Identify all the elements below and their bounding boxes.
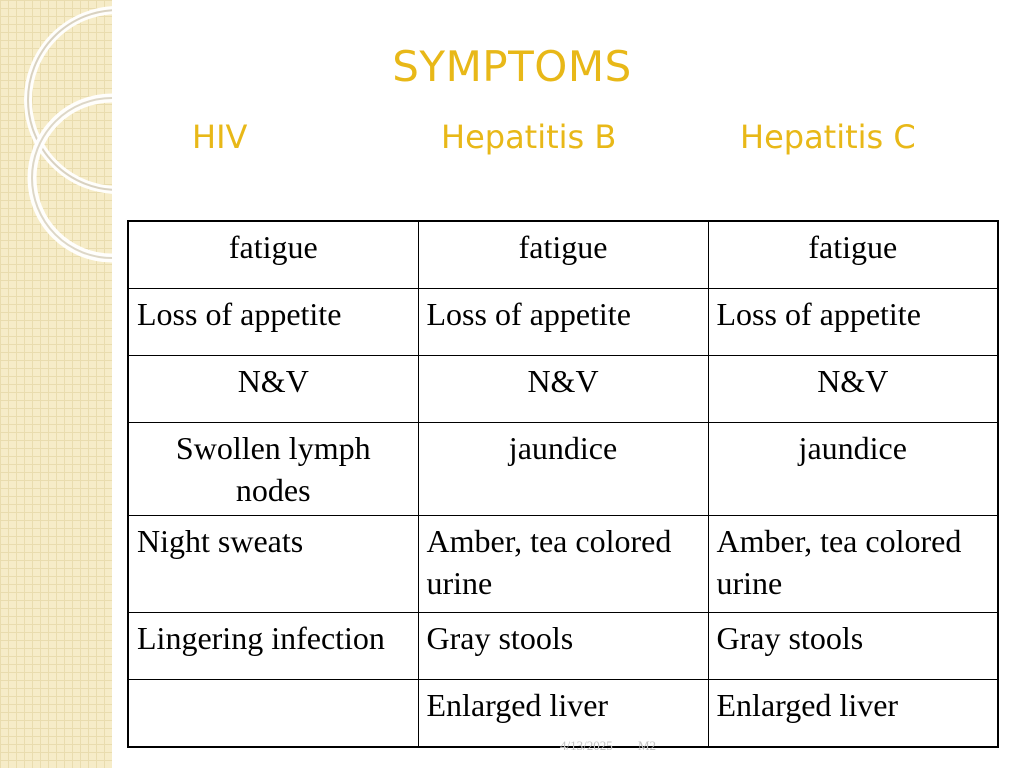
table-cell: Gray stools xyxy=(418,613,708,680)
table-row xyxy=(128,516,998,613)
table-cell: Loss of appetite xyxy=(708,289,998,356)
column-header-hiv: HIV xyxy=(192,118,248,156)
footer-date: 4/13/2025 xyxy=(560,738,613,753)
table-cell: jaundice xyxy=(708,423,998,516)
table-row xyxy=(128,613,998,680)
table-cell: Enlarged liver xyxy=(708,680,998,748)
table-cell: N&V xyxy=(708,356,998,423)
table-row xyxy=(128,356,998,423)
table-cell: Swollen lymph nodes xyxy=(128,423,418,516)
table-cell: fatigue xyxy=(128,221,418,289)
table-cell: Night sweats xyxy=(128,516,418,613)
column-header-hepatitis-c: Hepatitis C xyxy=(740,118,916,156)
table-cell: Loss of appetite xyxy=(418,289,708,356)
column-header-hepatitis-b: Hepatitis B xyxy=(441,118,617,156)
table-row xyxy=(128,289,998,356)
table-cell: Lingering infection xyxy=(128,613,418,680)
table-cell: jaundice xyxy=(418,423,708,516)
table-cell: Amber, tea colored urine xyxy=(708,516,998,613)
table-cell: Gray stools xyxy=(708,613,998,680)
table-cell xyxy=(128,680,418,748)
table-row xyxy=(128,680,998,748)
table-cell: N&V xyxy=(128,356,418,423)
table-cell: Amber, tea colored urine xyxy=(418,516,708,613)
slide-footer xyxy=(560,738,678,754)
table-cell: Loss of appetite xyxy=(128,289,418,356)
page-title: SYMPTOMS xyxy=(392,42,632,91)
table-row xyxy=(128,221,998,289)
table-cell: fatigue xyxy=(708,221,998,289)
table-cell: fatigue xyxy=(418,221,708,289)
table-row xyxy=(128,423,998,516)
decorative-rings-icon xyxy=(0,0,112,768)
decorative-sidebar xyxy=(0,0,112,768)
footer-author: M2 xyxy=(637,738,657,753)
symptoms-table xyxy=(127,220,999,748)
table-cell: Enlarged liver xyxy=(418,680,708,748)
table-cell: N&V xyxy=(418,356,708,423)
